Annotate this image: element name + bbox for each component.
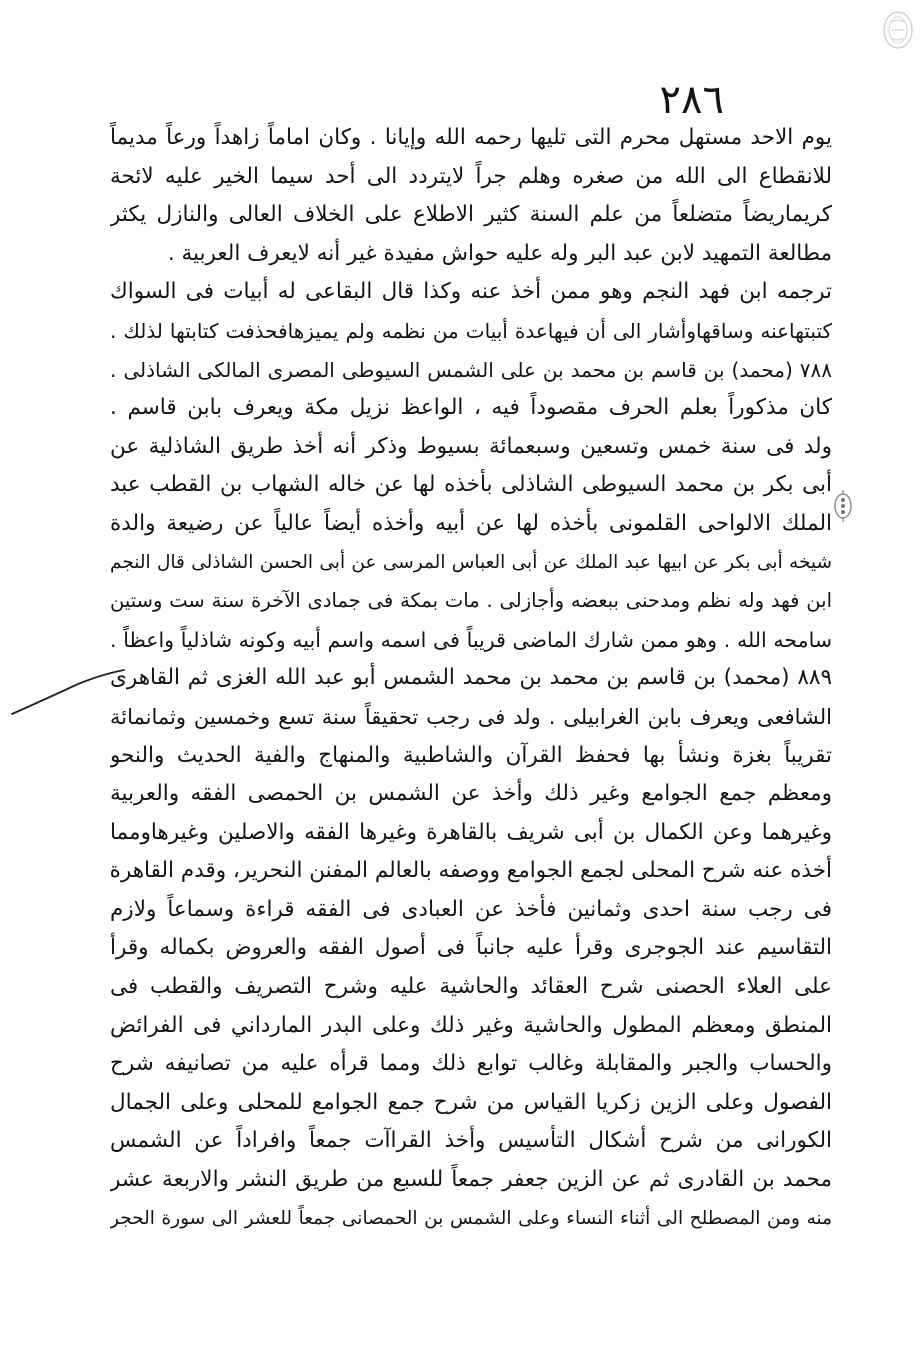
text-line: على العلاء الحصنى شرح العقائد والحاشية عليه وشرح التصريف والقطب فى (110, 974, 832, 1000)
text-line: ومعظم جمع الجوامع وغير ذلك وأخذ عن الشمس بن الحمصى الفقه والعربية (110, 781, 832, 807)
page-number: ٢٨٦ (659, 77, 724, 123)
entry-heading-788: ٧٨٨ (محمد) بن قاسم بن محمد بن على الشمس السيوطى المصرى المالكى الشاذلى . (110, 357, 832, 382)
body-text (110, 119, 832, 1238)
library-stamp-icon (876, 8, 916, 52)
text-line: الفصول وعلى الزين زكريا القياس من شرح جمع الجوامع للمحلى وعلى الجمال (110, 1089, 832, 1115)
text-line: الكورانى من شرح أشكال التأسيس وأخذ القراآت جمعاً وافراداً عن الشمس (110, 1128, 832, 1154)
text-line: والحساب والجبر والمقابلة وغالب توابع ذلك ومما قرأه عليه من تصانيفه شرح (110, 1051, 832, 1077)
text-line: تقريباً بغزة ونشأ بها فحفظ القرآن والشاطبية والمنهاج والفية الحديث والنحو (110, 742, 832, 768)
text-line: محمد بن القادرى ثم عن الزين جعفر جمعاً للسبع من طريق النشر والاربعة عشر (110, 1167, 832, 1193)
text-line: كريماريضاً متضلعاً من علم السنة كثير الاطلاع على الخلاف العالى والنازل يكثر (110, 202, 832, 228)
entry-heading-889: ٨٨٩ (محمد) بن قاسم بن محمد بن محمد الشمس أبو عبد الله الغزى ثم القاهرى (110, 665, 832, 691)
text-line: ترجمه ابن فهد النجم وهو ممن أخذ عنه وكذا قال البقاعى له أبيات فى السواك (110, 279, 832, 305)
text-line: سامحه الله . وهو ممن شارك الماضى قريباً فى اسمه واسم أبيه وكونه شاذلياً واعظاً . (110, 627, 832, 652)
text-line: وغيرهما وعن الكمال بن أبى شريف بالقاهرة وغيرها الفقه والاصلين وغيرهاومما (110, 819, 832, 845)
text-line: منه ومن المصطلح الى أثناء النساء وعلى الشمس بن الحمصانى جمعاً للعشر الى سورة الحجر (110, 1207, 832, 1229)
text-line: كتبتهاعنه وساقهاوأشار الى أن فيهاعدة أبيات من نظمه ولم يميزهافحذفت كتابتها لذلك . (110, 318, 832, 343)
text-line: للانقطاع الى الله من صغره وهلم جراً لايتردد الى أحد سيما الخير عليه لائحة (110, 163, 832, 189)
text-line: أخذه عنه شرح المحلى لجمع الجوامع ووصفه بالعالم المفنن النحرير، وقدم القاهرة (110, 858, 832, 884)
text-line: فى رجب سنة احدى وثمانين فأخذ عن العبادى فى الفقه قراءة وسماعاً ولازم (110, 896, 832, 922)
text-line: يوم الاحد مستهل محرم التى تليها رحمه الله وإيانا . وكان اماماً زاهداً ورعاً مديماً (110, 125, 832, 150)
text-line: الشافعى ويعرف بابن الغرابيلى . ولد فى رجب تحقيقاً سنة تسع وخمسين وثمانمائة (110, 704, 832, 729)
text-line: المنطق ومعظم المطول والحاشية وغير ذلك وعلى البدر المارداني فى الفرائض (110, 1012, 832, 1038)
text-line: أبى بكر بن محمد السيوطى الشاذلى بأخذه لها عن خاله الشهاب بن القطب عبد (110, 472, 832, 498)
text-line: ولد فى سنة خمس وتسعين وسبعمائة بسيوط وذكر أنه أخذ طريق الشاذلية عن (110, 433, 832, 459)
text-line: مطالعة التمهيد لابن عبد البر وله عليه حواش مفيدة غير أنه لايعرف العربية . (167, 240, 832, 266)
text-line: ابن فهد وله نظم ومدحنى ببعضه وأجازلى . مات بمكة فى جمادى الآخرة سنة ست وستين (110, 589, 832, 613)
text-line: التقاسيم عند الجوجرى وقرأ عليه جانباً فى أصول الفقه والعروض بكماله وقرأ (110, 935, 832, 961)
text-line: الملك الالواحى القلمونى بأخذه لها عن أبيه وأخذه أيضاً عالياً عن رضيعة والدة (110, 510, 832, 536)
text-line: كان مذكوراً بعلم الحرف مقصوداً فيه ، الواعظ نزيل مكة ويعرف بابن قاسم . (110, 395, 832, 421)
text-line: شيخه أبى بكر عن ابيها عبد الملك عن أبى العباس المرسى عن أبى الحسن الشاذلى قال النجم (110, 551, 832, 573)
